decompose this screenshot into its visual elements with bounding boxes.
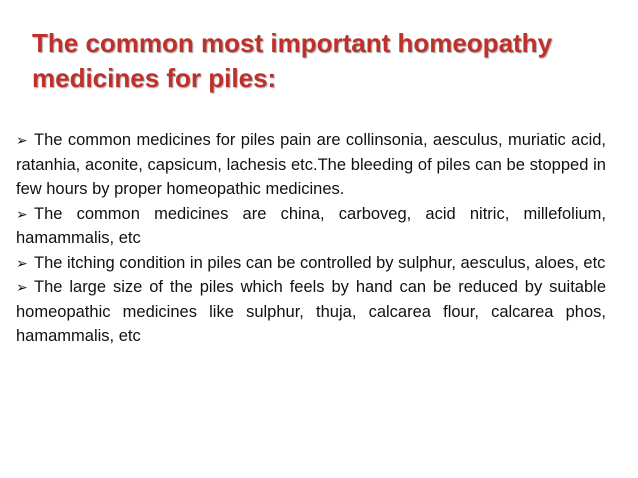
bullet-text: The itching condition in piles can be controlled by sulphur, aesculus, aloes, etc bbox=[34, 253, 606, 272]
bullet-text: The common medicines for piles pain are collinsonia, aesculus, muriatic acid, ratanhia, aconite, capsicum, lachesis etc.The bleeding of piles can be stopped in few hours by proper homeopathic medicines. bbox=[16, 131, 606, 198]
bullet-item bbox=[16, 251, 606, 276]
bullet-item bbox=[16, 128, 606, 202]
arrow-bullet-icon: ➢ bbox=[16, 132, 28, 148]
bullet-list bbox=[16, 128, 606, 349]
bullet-item bbox=[16, 202, 606, 251]
arrow-bullet-icon: ➢ bbox=[16, 254, 28, 271]
slide-title: The common most important homeopathy medicines for piles: bbox=[32, 28, 553, 93]
arrow-bullet-icon: ➢ bbox=[16, 279, 28, 295]
bullet-text: The large size of the piles which feels by hand can be reduced by suitable homeopathic medicines like sulphur, thuja, calcarea flour, calcarea phos, hamammalis, etc bbox=[16, 278, 606, 345]
arrow-bullet-icon: ➢ bbox=[16, 205, 28, 222]
bullet-text: The common medicines are china, carboveg, acid nitric, millefolium, hamammalis, etc bbox=[16, 204, 606, 247]
bullet-item bbox=[16, 275, 606, 349]
